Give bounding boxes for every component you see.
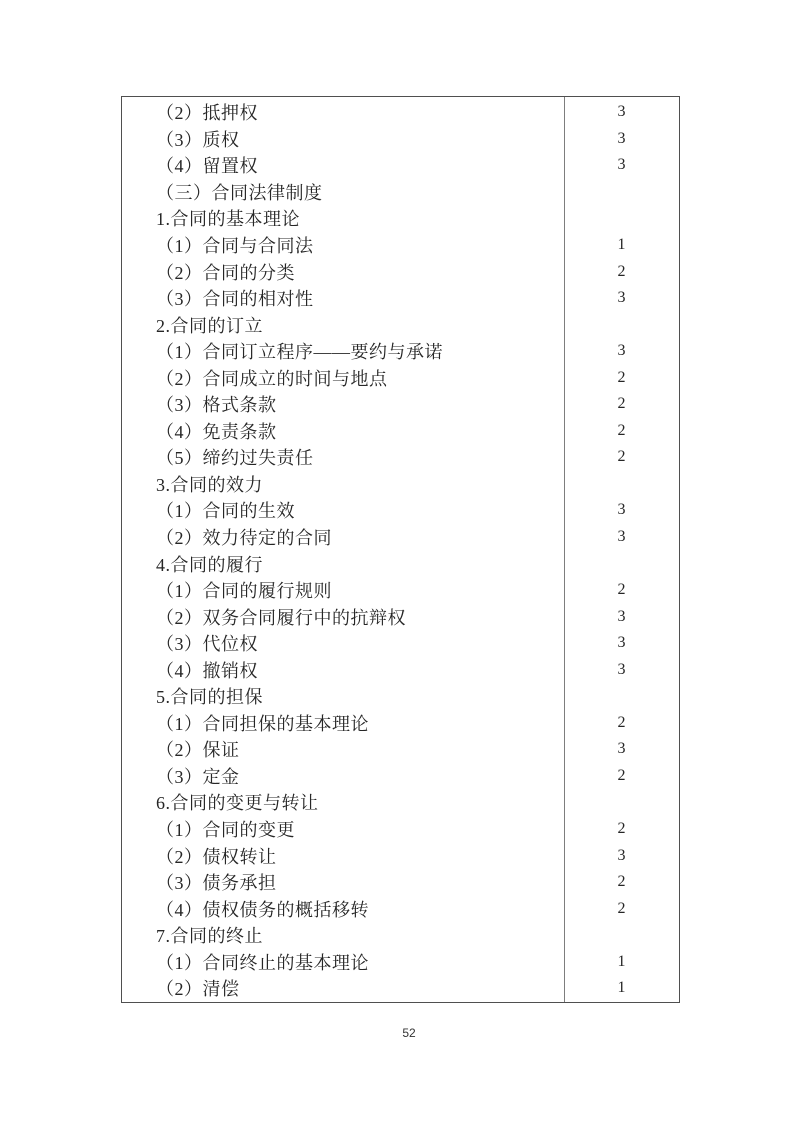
topic-cell: （1）合同的履行规则 bbox=[156, 581, 332, 602]
table-row bbox=[122, 949, 679, 976]
topic-cell: （1）合同与合同法 bbox=[156, 236, 314, 256]
table-row bbox=[122, 683, 679, 710]
table-row bbox=[122, 736, 679, 763]
topic-cell: （4）债权债务的概括移转 bbox=[156, 899, 369, 920]
points-cell: 2 bbox=[617, 421, 626, 439]
table-row bbox=[122, 603, 679, 630]
topic-cell: （4）免责条款 bbox=[156, 421, 277, 442]
table-column-divider bbox=[564, 97, 565, 1002]
table-row bbox=[122, 656, 679, 683]
table-row bbox=[122, 895, 679, 922]
topic-cell: （2）效力待定的合同 bbox=[156, 528, 332, 549]
table-row bbox=[122, 99, 679, 126]
topic-cell: （4）撤销权 bbox=[156, 660, 258, 681]
topic-cell: （三）合同法律制度 bbox=[156, 182, 323, 203]
table-row bbox=[122, 205, 679, 232]
table-row bbox=[122, 630, 679, 657]
topic-cell: （1）合同担保的基本理论 bbox=[156, 713, 369, 734]
points-cell: 2 bbox=[617, 448, 626, 466]
topic-cell: （4）留置权 bbox=[156, 156, 258, 177]
table-row bbox=[122, 232, 679, 259]
points-cell: 3 bbox=[617, 528, 626, 546]
topic-cell: 2.合同的订立 bbox=[156, 315, 263, 336]
points-cell: 2 bbox=[617, 395, 626, 413]
topic-cell: （3）债务承担 bbox=[156, 873, 277, 894]
table-row bbox=[122, 710, 679, 737]
table-row bbox=[122, 471, 679, 498]
topic-cell: （2）债权转让 bbox=[156, 846, 277, 867]
points-cell: 2 bbox=[617, 899, 626, 917]
table-row bbox=[122, 869, 679, 896]
table-row bbox=[122, 179, 679, 206]
table-row bbox=[122, 975, 679, 1002]
topic-cell: 7.合同的终止 bbox=[156, 926, 263, 947]
points-cell: 3 bbox=[617, 634, 626, 652]
topic-cell: （1）合同订立程序——要约与承诺 bbox=[156, 342, 443, 363]
table-row bbox=[122, 524, 679, 551]
topic-cell: （2）合同的分类 bbox=[156, 262, 295, 283]
topic-cell: 4.合同的履行 bbox=[156, 554, 263, 575]
table-row bbox=[122, 444, 679, 471]
topic-cell: （2）抵押权 bbox=[156, 103, 258, 124]
topic-cell: （2）清偿 bbox=[156, 979, 240, 1000]
table-row bbox=[122, 816, 679, 843]
topic-cell: （2）保证 bbox=[156, 740, 240, 761]
table-row bbox=[122, 577, 679, 604]
table-row bbox=[122, 418, 679, 445]
points-cell: 2 bbox=[617, 713, 626, 731]
points-cell: 3 bbox=[617, 103, 626, 121]
points-cell: 3 bbox=[617, 846, 626, 864]
topic-cell: （3）定金 bbox=[156, 766, 240, 787]
points-cell: 3 bbox=[617, 660, 626, 678]
topic-cell: 6.合同的变更与转让 bbox=[156, 793, 319, 814]
points-cell: 2 bbox=[617, 368, 626, 386]
points-cell: 2 bbox=[617, 262, 626, 280]
topic-cell: （3）格式条款 bbox=[156, 395, 277, 416]
table-row bbox=[122, 364, 679, 391]
points-cell: 2 bbox=[617, 581, 626, 599]
topic-cell: 5.合同的担保 bbox=[156, 687, 263, 708]
points-cell: 1 bbox=[617, 979, 626, 997]
points-cell: 3 bbox=[617, 289, 626, 307]
topic-cell: （1）合同终止的基本理论 bbox=[156, 952, 369, 973]
table-row bbox=[122, 922, 679, 949]
table-row bbox=[122, 285, 679, 312]
table-row bbox=[122, 338, 679, 365]
table-row bbox=[122, 497, 679, 524]
page-number: 52 bbox=[402, 1026, 416, 1040]
topic-cell: （3）代位权 bbox=[156, 634, 258, 655]
table-row bbox=[122, 842, 679, 869]
points-cell: 3 bbox=[617, 342, 626, 360]
topic-cell: （5）缔约过失责任 bbox=[156, 448, 314, 469]
topic-cell: （1）合同的变更 bbox=[156, 820, 295, 841]
points-cell: 3 bbox=[617, 607, 626, 625]
points-cell: 2 bbox=[617, 766, 626, 784]
table-row bbox=[122, 550, 679, 577]
topic-cell: （2）双务合同履行中的抗辩权 bbox=[156, 607, 406, 628]
table-row bbox=[122, 763, 679, 790]
topic-cell: （1）合同的生效 bbox=[156, 501, 295, 522]
syllabus-table bbox=[121, 96, 680, 1003]
points-cell: 2 bbox=[617, 820, 626, 838]
table-row bbox=[122, 391, 679, 418]
points-cell: 3 bbox=[617, 156, 626, 174]
topic-cell: （3）合同的相对性 bbox=[156, 289, 314, 310]
points-cell: 3 bbox=[617, 501, 626, 519]
topic-cell: 3.合同的效力 bbox=[156, 474, 263, 495]
topic-cell: 1.合同的基本理论 bbox=[156, 209, 300, 230]
points-cell: 1 bbox=[617, 952, 626, 970]
points-cell: 1 bbox=[617, 236, 626, 253]
table-row bbox=[122, 311, 679, 338]
points-cell: 3 bbox=[617, 129, 626, 147]
table-row bbox=[122, 789, 679, 816]
topic-cell: （3）质权 bbox=[156, 129, 240, 150]
topic-cell: （2）合同成立的时间与地点 bbox=[156, 368, 388, 389]
table-row bbox=[122, 126, 679, 153]
table-row bbox=[122, 152, 679, 179]
points-cell: 2 bbox=[617, 873, 626, 891]
table-row bbox=[122, 258, 679, 285]
points-cell: 3 bbox=[617, 740, 626, 758]
